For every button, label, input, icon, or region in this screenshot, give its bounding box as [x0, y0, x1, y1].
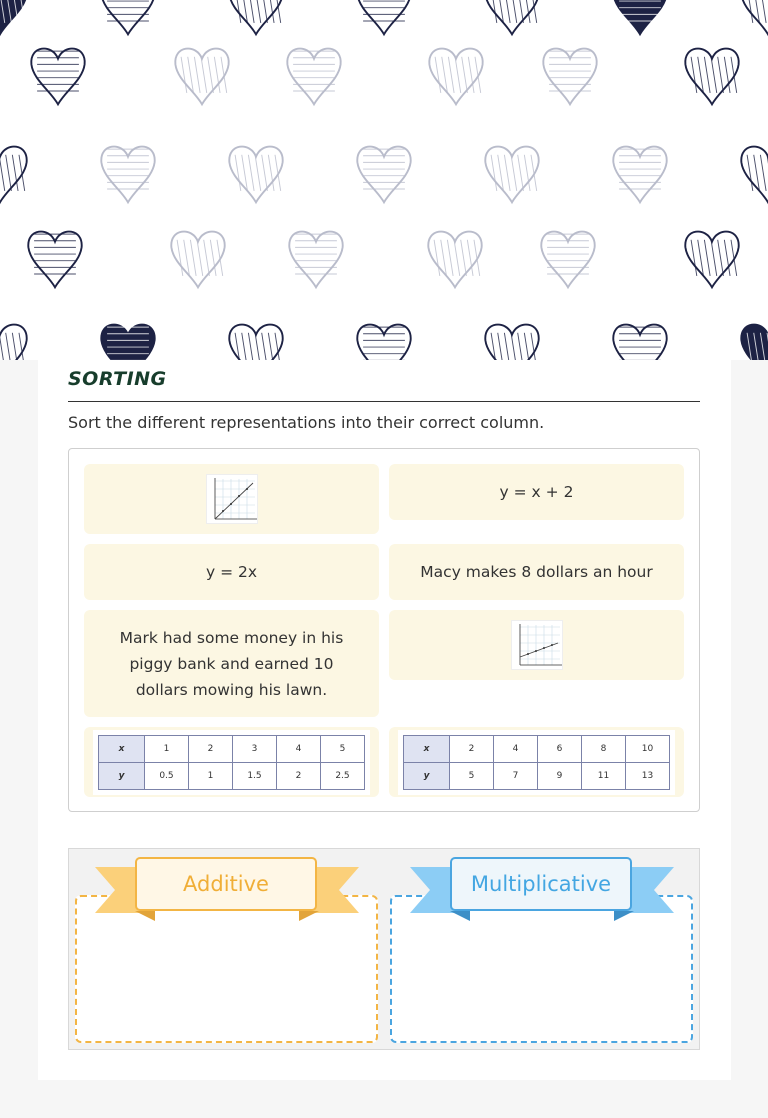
card-text: y = x + 2 [499, 483, 574, 501]
heart-icon [485, 147, 538, 203]
heart-icon [357, 325, 410, 360]
card-text: Mark had some money in his piggy bank and earned 10 dollars mowing his lawn. [119, 628, 344, 699]
table-cell: 0.5 [145, 762, 189, 789]
heart-icon [229, 147, 282, 203]
table-cell: 10 [626, 735, 670, 762]
heart-icon [429, 49, 482, 105]
heart-icon [28, 232, 81, 288]
heart-icon [543, 49, 596, 105]
heart-icon [541, 232, 594, 288]
xy-table-2 [403, 735, 670, 790]
xy-table-1 [98, 735, 365, 790]
card-text: Macy makes 8 dollars an hour [420, 563, 653, 581]
table-cell: 2 [189, 735, 233, 762]
heart-icon [357, 147, 410, 203]
heart-icon [613, 325, 666, 360]
table-cell: 2.5 [321, 762, 365, 789]
table-cell: 4 [494, 735, 538, 762]
draggable-card-mark[interactable] [84, 610, 379, 717]
table-cell: 1.5 [233, 762, 277, 789]
table-cell: 5 [450, 762, 494, 789]
table-cell: 13 [626, 762, 670, 789]
table-y-header: y [404, 762, 450, 789]
heart-icon [428, 232, 481, 288]
heart-icon [0, 0, 27, 34]
heart-icon [613, 0, 666, 34]
multiplicative-ribbon [410, 857, 674, 921]
table-cell: 8 [582, 735, 626, 762]
activity-card [38, 360, 731, 1080]
draggable-card-graph-1[interactable] [84, 464, 379, 534]
heart-icon [485, 0, 538, 34]
table-cell: 1 [189, 762, 233, 789]
table-y-header: y [99, 762, 145, 789]
heart-icon [229, 0, 282, 34]
heart-icon [101, 325, 154, 360]
heart-icon [0, 147, 27, 203]
heart-icon [613, 147, 666, 203]
table-cell: 3 [233, 735, 277, 762]
section-heading: SORTING [68, 368, 167, 390]
xy-table-wrapper [398, 730, 675, 795]
table-cell: 7 [494, 762, 538, 789]
heart-icon [0, 325, 27, 360]
card-text: y = 2x [205, 563, 258, 581]
heart-icon [485, 325, 538, 360]
table-cell: 2 [450, 735, 494, 762]
heart-icon [287, 49, 340, 105]
heart-icon [101, 147, 154, 203]
additive-label: Additive [135, 857, 317, 911]
table-cell: 1 [145, 735, 189, 762]
heart-pattern-icon [0, 0, 768, 360]
xy-table-wrapper [93, 730, 370, 795]
table-x-header: x [404, 735, 450, 762]
heading-divider [68, 401, 700, 402]
instructions-text: Sort the different representations into their correct column. [68, 413, 545, 432]
table-x-header: x [99, 735, 145, 762]
draggable-card-eq-2x[interactable] [84, 544, 379, 600]
line-graph-icon [206, 474, 258, 524]
table-cell: 11 [582, 762, 626, 789]
multiplicative-label: Multiplicative [450, 857, 632, 911]
draggable-card-eq-x-plus-2[interactable] [389, 464, 684, 520]
table-cell: 4 [277, 735, 321, 762]
table-cell: 2 [277, 762, 321, 789]
additive-ribbon [95, 857, 359, 921]
draggable-card-table-2[interactable] [389, 727, 684, 797]
heart-icon [171, 232, 224, 288]
card-pool [68, 448, 700, 812]
draggable-card-graph-2[interactable] [389, 610, 684, 680]
heart-icon [741, 325, 768, 360]
heart-icon [229, 325, 282, 360]
heart-icon [685, 232, 738, 288]
draggable-card-macy[interactable] [389, 544, 684, 600]
heart-icon [741, 147, 768, 203]
table-cell: 6 [538, 735, 582, 762]
heart-pattern-banner [0, 0, 768, 360]
draggable-card-table-1[interactable] [84, 727, 379, 797]
table-cell: 9 [538, 762, 582, 789]
line-graph-icon [511, 620, 563, 670]
heart-icon [685, 49, 738, 105]
heart-icon [357, 0, 410, 34]
sorting-columns [68, 848, 700, 1050]
heart-icon [289, 232, 342, 288]
table-cell: 5 [321, 735, 365, 762]
heart-icon [31, 49, 84, 105]
heart-icon [101, 0, 154, 34]
heart-icon [741, 0, 768, 34]
heart-icon [175, 49, 228, 105]
